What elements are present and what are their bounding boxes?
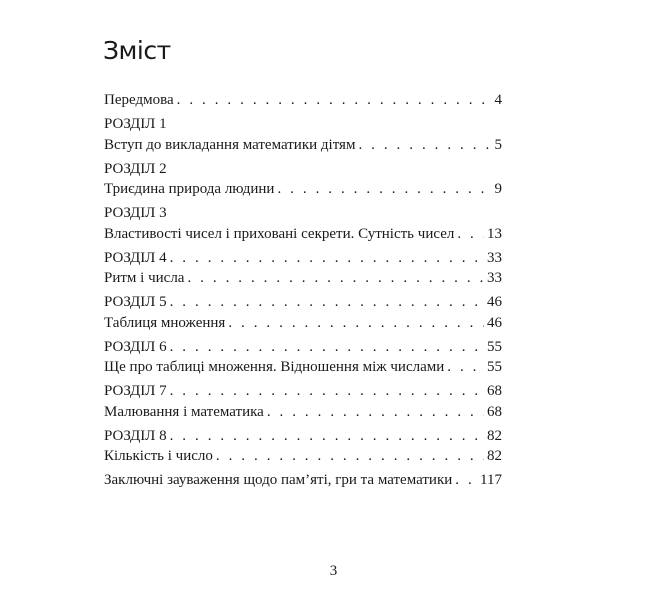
toc-line (104, 470, 502, 491)
dot-leader (170, 337, 484, 358)
toc-line (104, 90, 502, 111)
toc-line (104, 446, 502, 467)
toc-entry (104, 381, 502, 422)
toc-entry (104, 292, 502, 333)
toc-page-number: 82 (487, 427, 502, 444)
toc-entry-title: Властивості чисел і приховані секрети. Сутність чисел (104, 225, 455, 242)
toc-page-number: 33 (487, 249, 502, 266)
toc-entry (104, 159, 502, 200)
toc-chapter-label: РОЗДІЛ 6 (104, 338, 167, 355)
toc-line (104, 179, 502, 200)
toc-line (104, 402, 502, 423)
toc-chapter-label: РОЗДІЛ 3 (104, 205, 167, 221)
toc-page-number: 82 (487, 448, 502, 464)
toc-line (104, 357, 502, 378)
toc-chapter-label: РОЗДІЛ 1 (104, 116, 167, 132)
toc-line (104, 159, 502, 180)
toc-page-number: 46 (487, 314, 502, 331)
toc-entry-title: Таблиця множення (104, 314, 226, 331)
toc-entry (104, 248, 502, 289)
toc-chapter-label: РОЗДІЛ 7 (104, 383, 167, 399)
dot-leader (457, 224, 484, 245)
toc-entry (104, 114, 502, 155)
toc-chapter-label: РОЗДІЛ 5 (104, 294, 167, 310)
toc-chapter-label: РОЗДІЛ 4 (104, 249, 167, 266)
dot-leader (170, 292, 484, 313)
toc-line (104, 337, 502, 358)
dot-leader (170, 248, 484, 269)
toc-page-number: 68 (487, 403, 502, 420)
dot-leader (170, 381, 484, 402)
dot-leader (455, 470, 477, 491)
toc-chapter-label: РОЗДІЛ 2 (104, 160, 167, 177)
page-number: 3 (329, 563, 338, 579)
toc-page-number: 13 (487, 225, 502, 242)
toc-line (104, 224, 502, 245)
dot-leader (358, 135, 491, 156)
toc-line (104, 313, 502, 334)
table-of-contents (104, 90, 502, 494)
toc-entry-title: Передмова (104, 92, 174, 108)
toc-entry-title: Ритм і числа (104, 270, 185, 286)
toc-page-number: 55 (487, 359, 502, 375)
toc-chapter-label: РОЗДІЛ 8 (104, 427, 167, 444)
toc-entry (104, 470, 502, 491)
page-title: Зміст (103, 36, 171, 65)
toc-page-number: 55 (487, 338, 502, 355)
toc-line (104, 114, 502, 135)
dot-leader (277, 179, 491, 200)
dot-leader (177, 90, 492, 111)
toc-line (104, 268, 502, 289)
toc-page-number: 33 (487, 270, 502, 286)
toc-line (104, 248, 502, 269)
toc-entry-title: Вступ до викладання математики дітям (104, 136, 356, 153)
toc-page-number: 5 (494, 136, 502, 153)
dot-leader (187, 268, 484, 289)
toc-page-number: 117 (480, 472, 502, 488)
toc-entry-title: Триєдина природа людини (104, 181, 275, 197)
dot-leader (170, 426, 484, 447)
toc-line (104, 381, 502, 402)
toc-page-number: 46 (487, 294, 502, 310)
dot-leader (228, 313, 484, 334)
dot-leader (447, 357, 484, 378)
toc-line (104, 426, 502, 447)
toc-entry-title: Кількість і число (104, 448, 213, 464)
toc-line (104, 292, 502, 313)
toc-page-number: 68 (487, 383, 502, 399)
toc-entry-title: Ще про таблиці множення. Відношення між числами (104, 359, 445, 375)
toc-entry-title: Заключні зауваження щодо пам’яті, гри та математики (104, 472, 453, 488)
dot-leader (267, 402, 484, 423)
toc-entry (104, 337, 502, 378)
toc-page-number: 9 (494, 181, 502, 197)
dot-leader (216, 446, 484, 467)
toc-entry (104, 203, 502, 244)
toc-entry (104, 426, 502, 467)
toc-page-number: 4 (494, 92, 502, 108)
toc-line (104, 203, 502, 224)
toc-entry-title: Малювання і математика (104, 403, 264, 420)
toc-entry (104, 90, 502, 111)
toc-line (104, 135, 502, 156)
